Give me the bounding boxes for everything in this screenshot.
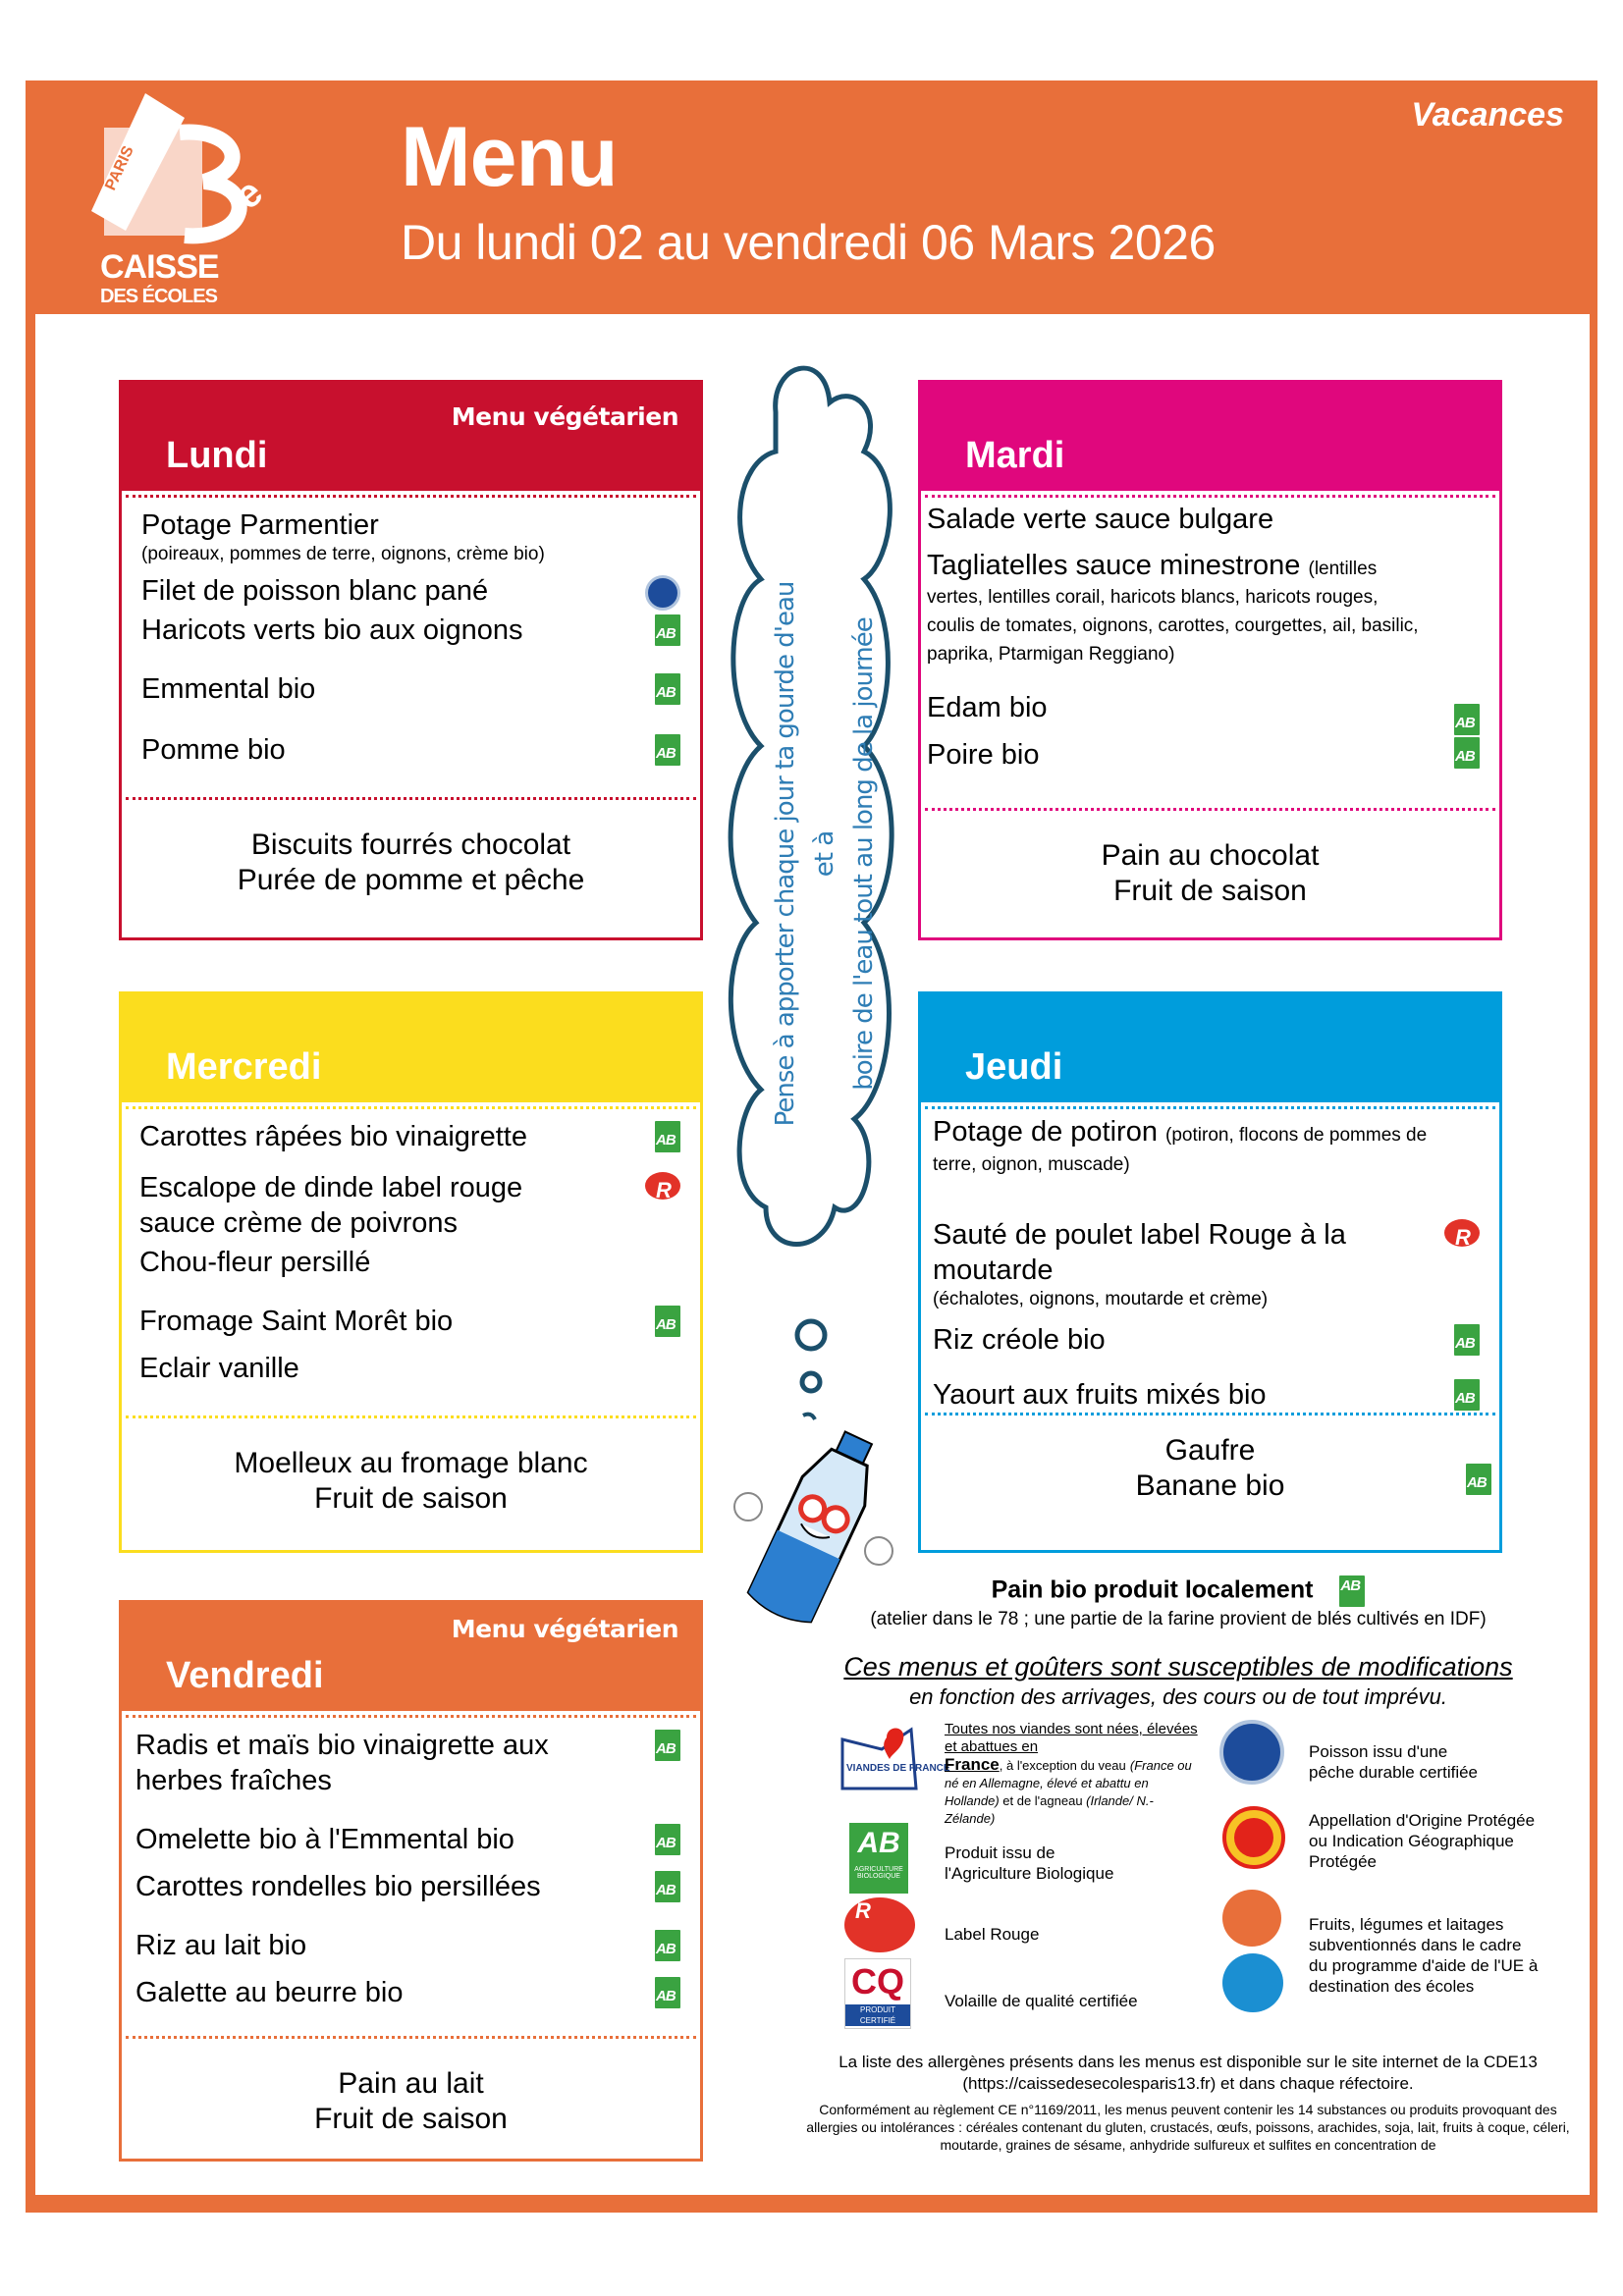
ab-bio-icon xyxy=(1454,704,1480,735)
day-name: Lundi xyxy=(166,435,268,476)
menu-item: Radis et maïs bio vinaigrette aux herbes fraîches AB xyxy=(135,1728,680,1798)
day-header xyxy=(122,994,700,1102)
logo-line2: DES ÉCOLES xyxy=(100,286,217,307)
legend-aop: Appellation d'Origine Protégée ou Indication Géographique Protégée xyxy=(1309,1811,1536,1871)
day-card-lundi xyxy=(119,380,703,940)
legend-volaille: Volaille de qualité certifiée xyxy=(945,1992,1138,2010)
day-header xyxy=(921,994,1499,1102)
fruits-legumes-ecole-icon xyxy=(1222,1890,1281,1947)
menu-item: Pomme bio AB xyxy=(141,732,680,768)
day-name: Mardi xyxy=(965,435,1065,476)
header xyxy=(401,110,1216,270)
lait-ecole-icon xyxy=(1222,1953,1283,2012)
legend-ue: Fruits, légumes et laitages subventionnés dans le cadre du programme d'aide de l'UE à destination des écoles xyxy=(1309,1915,1539,1996)
day-name: Mercredi xyxy=(166,1046,322,1088)
ab-bio-icon xyxy=(655,1824,680,1855)
menu-item: Tagliatelles sauce minestrone (lentilles vertes, lentilles corail, haricots blancs, haricots rouges, coulis de tomates, oignons, carottes, courgettes, ail, basilic, paprika, Ptarmigan Reggiano) xyxy=(927,550,1419,665)
ab-bio-icon xyxy=(655,1730,680,1761)
label-rouge-icon xyxy=(1444,1219,1480,1247)
menu-item: Carottes râpées bio vinaigrette AB xyxy=(139,1119,680,1154)
menu-item: Poire bio AB xyxy=(927,737,1480,773)
vegetarian-tag: Menu végétarien xyxy=(451,402,678,431)
page-title: Menu xyxy=(401,110,618,204)
svg-text:VIANDES DE FRANCE: VIANDES DE FRANCE xyxy=(846,1763,950,1774)
svg-text:e: e xyxy=(226,170,271,218)
hydration-message: Pense à apporter chaque jour ta gourde d'eau et à boire de l'eau tout au long de la journée xyxy=(771,581,879,1127)
allergen-regulation: Conformément au règlement CE n°1169/2011, les menus peuvent contenir les 14 substances ou produits provoquant des allergies ou intolérances : céréales contenant du gluten, crustacés, œufs, poissons, arachides, soja, lait, fruits à coque, céleri, moutarde, graines de sésame, anhydride sulfureux et sulfites en concentration de xyxy=(806,2102,1570,2153)
ab-bio-icon xyxy=(655,734,680,766)
peche-durable-icon xyxy=(645,575,680,611)
legend-label-rouge: Label Rouge xyxy=(945,1925,1040,1944)
menu-item: Omelette bio à l'Emmental bio AB xyxy=(135,1822,680,1857)
vegetarian-tag: Menu végétarien xyxy=(451,1615,678,1643)
legend-peche: Poisson issu d'une pêche durable certifiée xyxy=(1309,1742,1479,1782)
day-name: Vendredi xyxy=(166,1655,324,1696)
day-card-jeudi xyxy=(918,991,1502,1553)
ab-bio-icon xyxy=(655,1977,680,2008)
ab-bio-icon xyxy=(655,1871,680,1902)
allergen-link[interactable]: (https://caissedesecolesparis13.fr) et dans chaque réfectoire. xyxy=(962,2074,1414,2093)
gouter: Gaufre Banane bio AB xyxy=(921,1415,1499,1504)
bread-note: (atelier dans le 78 ; une partie de la farine provient de blés cultivés en IDF) xyxy=(870,1609,1487,1629)
gouter: Pain au chocolat Fruit de saison xyxy=(1101,839,1320,907)
legend-viandes: Toutes nos viandes sont nées, élevées et abattues en France, à l'exception du veau (France ou né en Allemagne, élevé et abattu en Hollande) et de l'agneau (Irlande/ N.-Zélande) xyxy=(945,1721,1198,1826)
gouter: Pain au lait Fruit de saison xyxy=(314,2067,508,2135)
menu-item: Haricots verts bio aux oignons AB xyxy=(141,613,680,648)
menu-item: Escalope de dinde label rouge sauce crème de poivrons R xyxy=(139,1170,680,1241)
menu-item: Galette au beurre bio AB xyxy=(135,1975,680,2010)
13e-logo-icon xyxy=(86,93,302,240)
ab-bio-icon xyxy=(655,614,680,646)
modification-warning xyxy=(815,1652,1542,1710)
vacances-badge: Vacances xyxy=(1411,96,1564,133)
ab-bio-icon xyxy=(655,1121,680,1152)
menu-item: Eclair vanille xyxy=(139,1353,299,1384)
legend-bio: Produit issu de l'Agriculture Biologique xyxy=(945,1843,1114,1883)
day-card-vendredi xyxy=(119,1600,703,2162)
menu-item: Sauté de poulet label Rouge à la moutarde (échalotes, oignons, moutarde et crème) R xyxy=(933,1217,1480,1310)
menu-item: Potage de potiron (potiron, flocons de pommes de terre, oignon, muscade) xyxy=(933,1116,1428,1175)
day-card-mercredi xyxy=(119,991,703,1553)
menu-item: Riz créole bio AB xyxy=(933,1322,1480,1358)
day-header xyxy=(122,383,700,491)
menu-item: Potage Parmentier (poireaux, pommes de terre, oignons, crème bio) xyxy=(141,509,545,564)
logo-line1: CAISSE xyxy=(100,248,219,286)
day-name: Jeudi xyxy=(965,1046,1063,1088)
warning-subtitle: en fonction des arrivages, des cours ou de tout imprévu. xyxy=(909,1684,1447,1709)
ab-bio-icon xyxy=(1339,1575,1365,1607)
allergen-line1: La liste des allergènes présents dans les menus est disponible sur le site internet de la CDE13 xyxy=(839,2053,1538,2071)
ab-agriculture-bio-icon: AB AGRICULTURE BIOLOGIQUE xyxy=(849,1823,908,1894)
gouter: Moelleux au fromage blanc Fruit de saison xyxy=(234,1447,588,1515)
ab-bio-icon xyxy=(1454,1324,1480,1356)
menu-item: Edam bio AB xyxy=(927,690,1480,725)
aop-igp-icon xyxy=(1222,1806,1285,1869)
menu-item: Filet de poisson blanc pané xyxy=(141,573,680,609)
ab-bio-icon xyxy=(1454,737,1480,769)
caisse-des-ecoles-logo xyxy=(86,93,302,314)
volaille-certifiee-icon: CQ PRODUIT CERTIFIÉ xyxy=(844,1958,911,2029)
ab-bio-icon xyxy=(655,1930,680,1961)
day-card-mardi xyxy=(918,380,1502,940)
date-range: Du lundi 02 au vendredi 06 Mars 2026 xyxy=(401,215,1216,270)
day-header xyxy=(921,383,1499,491)
bread-title: Pain bio produit localement xyxy=(991,1575,1314,1604)
ab-bio-icon xyxy=(655,1306,680,1337)
warning-title: Ces menus et goûters sont susceptibles de modifications xyxy=(843,1652,1513,1682)
ab-bio-icon xyxy=(1454,1379,1480,1411)
menu-item: Riz au lait bio AB xyxy=(135,1928,680,1963)
gouter: Biscuits fourrés chocolat Purée de pomme et pêche xyxy=(237,828,585,896)
menu-item: Carottes rondelles bio persillées AB xyxy=(135,1869,680,1904)
menu-item: Fromage Saint Morêt bio AB xyxy=(139,1304,680,1339)
peche-durable-logo-icon xyxy=(1219,1720,1284,1785)
ab-bio-icon xyxy=(1466,1464,1491,1495)
label-rouge-logo-icon xyxy=(844,1897,915,1952)
svg-text:PARIS: PARIS xyxy=(102,143,137,193)
allergen-info xyxy=(795,2052,1581,2154)
menu-item: Salade verte sauce bulgare xyxy=(927,504,1274,535)
ab-bio-icon xyxy=(655,673,680,705)
menu-item: Yaourt aux fruits mixés bio AB xyxy=(933,1377,1480,1413)
label-rouge-icon xyxy=(645,1172,680,1200)
bread-notice xyxy=(815,1575,1542,1630)
day-header xyxy=(122,1603,700,1711)
menu-item: Chou-fleur persillé xyxy=(139,1247,371,1278)
menu-item: Emmental bio AB xyxy=(141,671,680,707)
viandes-de-france-icon xyxy=(833,1720,950,1798)
